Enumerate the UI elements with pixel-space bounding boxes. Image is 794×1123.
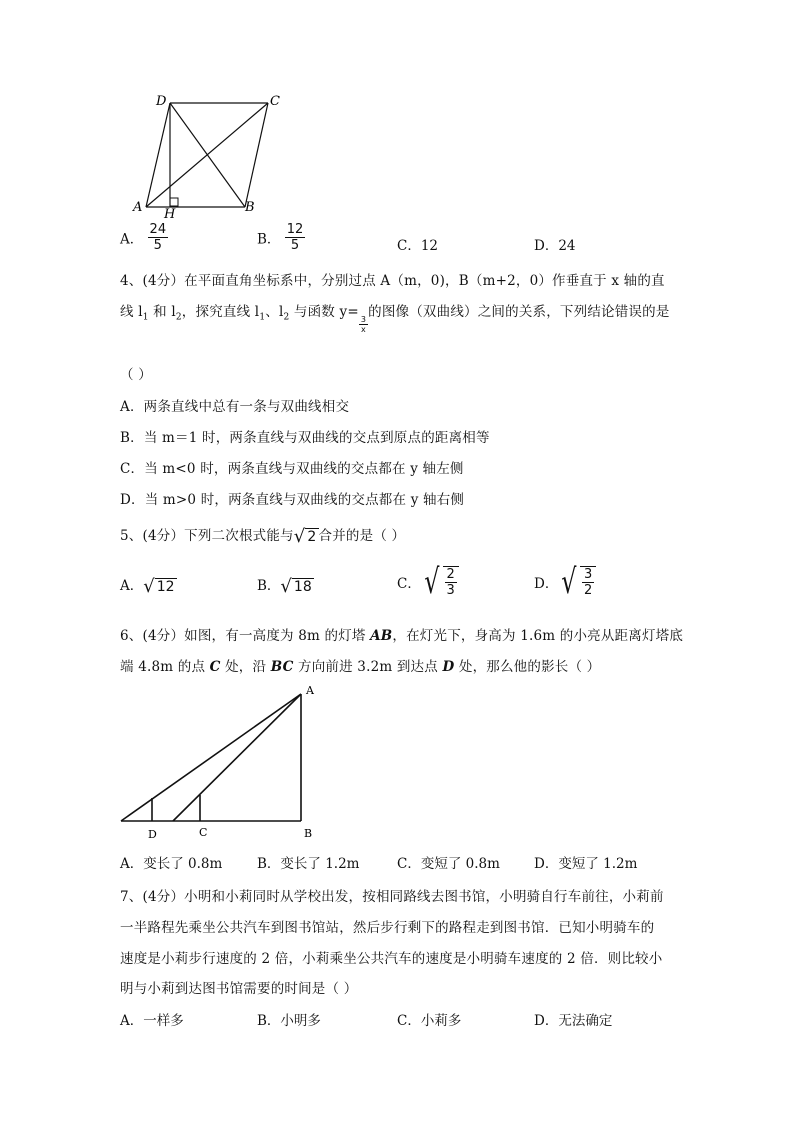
fraction: $\frac{12}{5}$ — [286, 222, 304, 253]
sqrt-18: √ 18 — [280, 575, 312, 597]
q5-option-a[interactable]: A． √ 12 — [120, 575, 175, 597]
q5-option-c[interactable]: C． √ $\frac{2}{3}$ — [397, 562, 459, 602]
q6-option-d[interactable]: D．变短了 1.2m — [534, 856, 638, 872]
label-b: B — [304, 827, 313, 840]
q7-option-d[interactable]: D．无法确定 — [534, 1013, 613, 1029]
q4-option-b[interactable]: B．当 m＝1 时，两条直线与双曲线的交点到原点的距离相等 — [120, 430, 490, 446]
q7-option-a[interactable]: A．一样多 — [120, 1013, 184, 1029]
q4-option-a[interactable]: A．两条直线中总有一条与双曲线相交 — [120, 399, 350, 415]
q6-option-b[interactable]: B．变长了 1.2m — [257, 856, 360, 872]
q5-option-d[interactable]: D． √ $\frac{3}{2}$ — [534, 562, 596, 602]
q6-stem-line2: 端 4.8m 的点 C 处，沿 BC 方向前进 3.2m 到达点 D 处，那么他的影长（ ） — [120, 659, 601, 675]
q4-option-c[interactable]: C．当 m<0 时，两条直线与双曲线的交点都在 y 轴左侧 — [120, 461, 464, 477]
q7-option-b[interactable]: B．小明多 — [257, 1013, 321, 1029]
q7-stem-line4: 明与小莉到达图书馆需要的时间是（ ） — [120, 981, 358, 997]
diagonal-ac — [146, 103, 268, 207]
label-h: H — [164, 207, 176, 220]
label-a: A — [133, 200, 143, 215]
q7-stem-line1: 7、(4分）小明和小莉同时从学校出发，按相同路线去图书馆，小明骑自行车前往，小莉前 — [120, 889, 664, 905]
q4-stem-line2: 线 $l_1$ 和 $l_2$，探究直线 $l_1$、$l_2$ 与函数 y= $\frac{3}{x}$ 的图像（双曲线）之间的关系，下列结论错误的是 — [120, 304, 670, 334]
q3-option-b[interactable]: B． $\frac{12}{5}$ — [257, 222, 304, 253]
q4-answer-paren: （ ） — [120, 367, 152, 383]
label-d: D — [156, 94, 167, 109]
label-c: C — [270, 94, 280, 109]
q7-option-c[interactable]: C．小莉多 — [397, 1013, 462, 1029]
fraction: $\frac{24}{5}$ — [149, 222, 167, 253]
q6-option-a[interactable]: A．变长了 0.8m — [120, 856, 223, 872]
q6-stem-line1: 6、(4分）如图，有一高度为 8m 的灯塔 AB，在灯光下，身高为 1.6m 的小亮从距离灯塔底 — [120, 628, 684, 644]
q7-stem-line3: 速度是小莉步行速度的 2 倍，小莉乘坐公共汽车的速度是小明骑车速度的 2 倍．则比较小 — [120, 951, 663, 967]
label-a: A — [306, 684, 314, 697]
q7-stem-line2: 一半路程先乘坐公共汽车到图书馆站，然后步行剩下的路程走到图书馆．已知小明骑车的 — [120, 920, 655, 936]
lighthouse-figure — [115, 682, 325, 842]
fraction-3-over-x: $\frac{3}{x}$ — [360, 315, 367, 334]
sqrt-12: √ 12 — [143, 575, 175, 597]
sqrt-2: √ 2 — [293, 525, 317, 547]
edge-da — [146, 103, 170, 207]
q4-stem-line1: 4、(4分）在平面直角坐标系中，分别过点 A（m，0)，B（m+2，0）作垂直于 x 轴的直 — [120, 273, 665, 289]
q4-option-d[interactable]: D．当 m>0 时，两条直线与双曲线的交点都在 y 轴右侧 — [120, 492, 465, 508]
sqrt-3-over-2: √ $\frac{3}{2}$ — [558, 562, 596, 602]
q3-option-a[interactable]: A． $\frac{24}{5}$ — [120, 222, 167, 253]
q3-option-d[interactable]: D．24 — [534, 238, 576, 254]
label-c: C — [199, 826, 208, 839]
edge-bc — [245, 103, 268, 207]
light-ray-inner — [173, 694, 301, 821]
q5-option-b[interactable]: B． √ 18 — [257, 575, 312, 597]
light-ray-outer — [121, 694, 301, 821]
q5-stem: 5、(4分）下列二次根式能与 √ 2 合并的是（ ） — [120, 525, 406, 547]
label-d: D — [148, 828, 157, 841]
label-b: B — [245, 200, 255, 215]
parallelogram-figure — [125, 90, 295, 220]
right-angle-mark — [170, 198, 178, 206]
q3-option-c[interactable]: C．12 — [397, 238, 439, 254]
sqrt-2-over-3: √ $\frac{2}{3}$ — [421, 562, 459, 602]
q6-option-c[interactable]: C．变短了 0.8m — [397, 856, 500, 872]
